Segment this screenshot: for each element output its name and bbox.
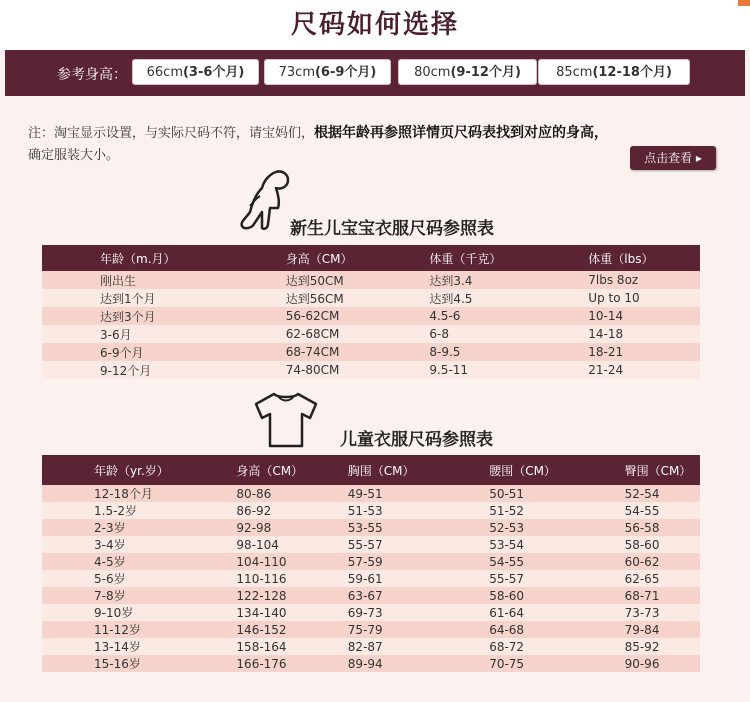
reference-height-label: 参考身高： xyxy=(57,67,127,83)
height-chip-cm: 80cm xyxy=(414,65,451,80)
table-cell: 刚出生 xyxy=(100,273,137,288)
table-cell: 62-68CM xyxy=(285,327,340,341)
table-cell: 50-51 xyxy=(489,486,525,501)
column-header: 体重（千克） xyxy=(429,251,502,266)
table-cell: 2-3岁 xyxy=(94,521,126,535)
table-row xyxy=(42,655,700,672)
table-cell: 59-61 xyxy=(347,571,383,586)
table-cell: 68-71 xyxy=(624,588,660,603)
kids-table-title: 儿童衣服尺码参照表 xyxy=(340,430,493,450)
table-cell: 9.5-11 xyxy=(429,363,469,377)
column-header: 身高（CM） xyxy=(236,463,304,478)
table-cell: 166-176 xyxy=(236,656,287,671)
table-row xyxy=(42,289,700,307)
table-cell: 18-21 xyxy=(588,345,624,359)
height-chip-age: (9-12个月) xyxy=(450,65,521,80)
table-cell: 5-6岁 xyxy=(94,572,126,586)
height-chip-85[interactable] xyxy=(538,59,690,85)
table-cell: 60-62 xyxy=(624,554,660,569)
table-cell: 55-57 xyxy=(489,571,525,586)
table-cell: 达到3个月 xyxy=(100,309,156,324)
table-cell: 6-9个月 xyxy=(100,345,144,360)
table-cell: 达到50CM xyxy=(285,273,344,288)
table-row xyxy=(42,570,700,587)
table-cell: 9-10岁 xyxy=(94,606,134,620)
table-cell: 1.5-2岁 xyxy=(94,504,138,518)
table-cell: 7-8岁 xyxy=(94,589,126,603)
table-cell: 75-79 xyxy=(347,622,383,637)
column-header: 身高（CM） xyxy=(285,251,353,266)
table-cell: 达到56CM xyxy=(285,291,344,306)
height-chip-80[interactable] xyxy=(398,59,537,85)
table-cell: 53-54 xyxy=(489,537,525,552)
tshirt-icon xyxy=(250,390,322,454)
table-cell: 92-98 xyxy=(236,520,272,535)
table-cell: 69-73 xyxy=(347,605,383,620)
table-cell: 90-96 xyxy=(624,656,660,671)
table-row xyxy=(42,325,700,343)
table-row xyxy=(42,587,700,604)
table-cell: 89-94 xyxy=(347,656,383,671)
table-cell: 85-92 xyxy=(624,639,660,654)
table-cell: 79-84 xyxy=(624,622,660,637)
table-cell: 54-55 xyxy=(624,503,660,518)
table-cell: 53-55 xyxy=(347,520,383,535)
page-title: 尺码如何选择 xyxy=(290,10,459,40)
table-cell: 80-86 xyxy=(236,486,272,501)
height-chip-age: (12-18个月) xyxy=(592,65,672,80)
table-cell: 4-5岁 xyxy=(94,555,126,569)
table-cell: 58-60 xyxy=(489,588,525,603)
table-cell: 52-53 xyxy=(489,520,525,535)
table-cell: 98-104 xyxy=(236,537,279,552)
table-cell: 达到1个月 xyxy=(100,291,156,306)
table-cell: 10-14 xyxy=(588,309,624,323)
table-cell: 62-65 xyxy=(624,571,660,586)
note-emphasis: 根据年龄再参照详情页尺码表找到对应的身高， xyxy=(314,125,609,141)
table-cell: 11-12岁 xyxy=(94,623,141,637)
table-row xyxy=(42,343,700,361)
table-cell: 86-92 xyxy=(236,503,272,518)
column-header: 腰围（CM） xyxy=(489,463,556,478)
size-note xyxy=(28,122,728,167)
height-chip-66[interactable] xyxy=(132,59,259,85)
table-row xyxy=(42,271,700,289)
table-cell: 7lbs 8oz xyxy=(588,273,639,287)
table-cell: 56-58 xyxy=(624,520,660,535)
table-row xyxy=(42,621,700,638)
table-cell: 70-75 xyxy=(489,656,525,671)
table-cell: 49-51 xyxy=(347,486,383,501)
table-cell: 9-12个月 xyxy=(100,363,152,378)
column-header: 体重（lbs） xyxy=(588,251,654,266)
table-cell: 14-18 xyxy=(588,327,624,341)
kids-size-table xyxy=(42,455,700,672)
table-header-row xyxy=(42,245,700,271)
table-cell: 6-8 xyxy=(429,327,449,341)
table-cell: 54-55 xyxy=(489,554,525,569)
table-cell: 122-128 xyxy=(236,588,287,603)
table-row xyxy=(42,502,700,519)
table-cell: 74-80CM xyxy=(285,363,340,377)
table-cell: 3-4岁 xyxy=(94,538,126,552)
table-cell: 82-87 xyxy=(347,639,383,654)
table-cell: 64-68 xyxy=(489,622,525,637)
table-cell: 61-64 xyxy=(489,605,525,620)
height-chip-cm: 66cm xyxy=(146,65,183,80)
reference-height-bar xyxy=(5,50,745,96)
infant-size-table xyxy=(42,245,700,379)
table-cell: 21-24 xyxy=(588,363,624,377)
table-row xyxy=(42,553,700,570)
table-cell: 56-62CM xyxy=(285,309,340,323)
table-cell: 51-53 xyxy=(347,503,383,518)
table-row xyxy=(42,361,700,379)
infant-table-title: 新生儿宝宝衣服尺码参照表 xyxy=(290,219,494,239)
table-cell: 4.5-6 xyxy=(429,309,461,323)
note-text: 注：淘宝显示设置，与实际尺码不符，请宝妈们， xyxy=(28,126,315,141)
table-cell: 73-73 xyxy=(624,605,660,620)
baby-onesie-icon xyxy=(232,168,296,240)
note-text-line2: 确定服装大小。 xyxy=(28,148,120,163)
height-chip-cm: 85cm xyxy=(556,65,593,80)
table-row xyxy=(42,604,700,621)
table-cell: 55-57 xyxy=(347,537,383,552)
table-row xyxy=(42,485,700,502)
table-row xyxy=(42,638,700,655)
table-cell: 12-18个月 xyxy=(94,487,153,501)
table-row xyxy=(42,307,700,325)
column-header: 年龄（yr.岁） xyxy=(94,463,169,478)
table-cell: 13-14岁 xyxy=(94,640,141,654)
height-chip-age: (6-9个月) xyxy=(314,65,377,80)
table-cell: 达到4.5 xyxy=(429,291,473,306)
table-cell: 达到3.4 xyxy=(429,273,473,288)
view-details-button[interactable]: 点击查看 ▸ xyxy=(630,146,716,170)
table-cell: Up to 10 xyxy=(588,291,640,305)
table-cell: 146-152 xyxy=(236,622,287,637)
height-chip-cm: 73cm xyxy=(278,65,315,80)
table-row xyxy=(42,536,700,553)
table-cell: 63-67 xyxy=(347,588,383,603)
table-cell: 57-59 xyxy=(347,554,383,569)
table-cell: 158-164 xyxy=(236,639,287,654)
column-header: 胸围（CM） xyxy=(347,463,415,478)
table-cell: 3-6月 xyxy=(100,327,132,342)
column-header: 臀围（CM） xyxy=(624,463,692,478)
table-cell: 68-72 xyxy=(489,639,525,654)
table-cell: 52-54 xyxy=(624,486,660,501)
height-chip-age: (3-6个月) xyxy=(182,65,245,80)
table-cell: 15-16岁 xyxy=(94,657,141,671)
table-cell: 68-74CM xyxy=(285,345,340,359)
table-row xyxy=(42,519,700,536)
table-cell: 110-116 xyxy=(236,571,287,586)
table-cell: 58-60 xyxy=(624,537,660,552)
height-chip-73[interactable] xyxy=(264,59,391,85)
table-cell: 134-140 xyxy=(236,605,287,620)
table-cell: 51-52 xyxy=(489,503,525,518)
corner-mark xyxy=(738,0,750,6)
column-header: 年龄（m.月） xyxy=(100,251,176,266)
table-cell: 8-9.5 xyxy=(429,345,461,359)
table-header-row xyxy=(42,455,700,485)
table-cell: 104-110 xyxy=(236,554,287,569)
